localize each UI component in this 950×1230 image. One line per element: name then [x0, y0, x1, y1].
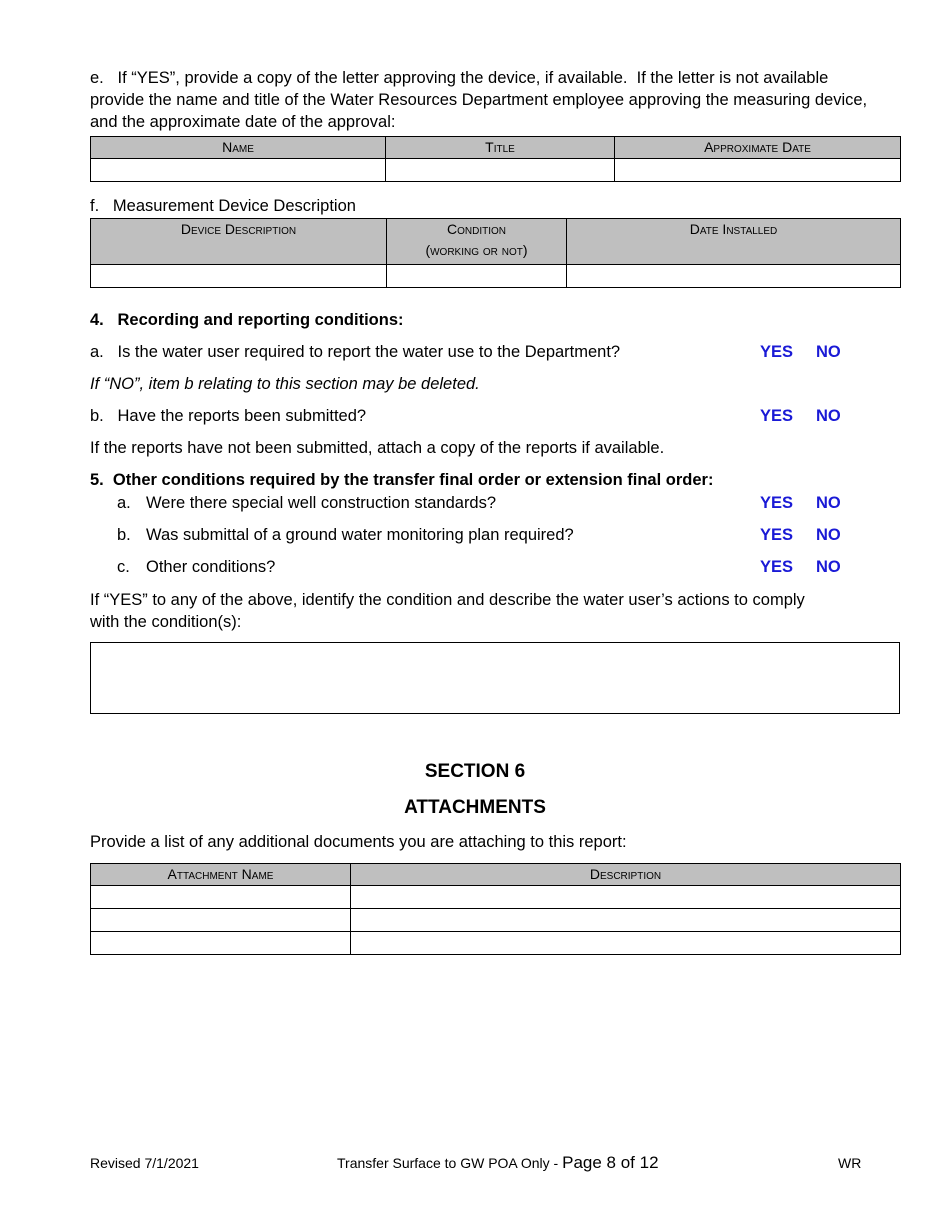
- device-description-header: Device Description: [91, 219, 387, 265]
- device-description-input-cell[interactable]: [91, 265, 387, 288]
- condition-header-line1: Condition: [447, 221, 506, 237]
- attachment-description-cell[interactable]: [351, 886, 901, 909]
- question-5c: Other conditions?: [146, 558, 276, 576]
- name-input-cell[interactable]: [91, 159, 386, 182]
- condition-header-line2: (working or not): [425, 242, 528, 258]
- question-5b-yes-option[interactable]: YES: [760, 526, 794, 544]
- question-5a: Were there special well construction standards?: [146, 494, 497, 512]
- footer-form-name: Transfer Surface to GW POA Only -: [337, 1155, 563, 1171]
- date-installed-input-cell[interactable]: [567, 265, 901, 288]
- attachment-name-header: Attachment Name: [91, 864, 351, 886]
- section-4-heading: 4. Recording and reporting conditions:: [90, 311, 404, 329]
- question-5b: Was submittal of a ground water monitoring plan required?: [146, 526, 574, 544]
- footer-code: WR: [838, 1155, 862, 1171]
- question-5a-yes-option[interactable]: YES: [760, 494, 794, 512]
- name-header: Name: [91, 137, 386, 159]
- attachments-intro: Provide a list of any additional documents you are attaching to this report:: [90, 833, 627, 851]
- section-5-heading: 5. Other conditions required by the transfer final order or extension final order:: [90, 471, 714, 489]
- attachment-name-cell[interactable]: [91, 932, 351, 955]
- attachment-name-cell[interactable]: [91, 886, 351, 909]
- question-4b-no-option[interactable]: NO: [816, 407, 841, 425]
- table-row: [91, 932, 901, 955]
- question-5c-letter: c.: [117, 558, 130, 576]
- question-4a: a. Is the water user required to report the water use to the Department?: [90, 343, 621, 361]
- approximate-date-input-cell[interactable]: [615, 159, 901, 182]
- attachments-table: [90, 863, 901, 955]
- section-6-title: SECTION 6: [424, 761, 526, 782]
- question-5b-letter: b.: [117, 526, 131, 544]
- conditions-instruction: If “YES” to any of the above, identify the condition and describe the water user’s actions to comply with the condition(s):: [90, 591, 805, 631]
- attachment-description-cell[interactable]: [351, 909, 901, 932]
- approximate-date-header: Approximate Date: [615, 137, 901, 159]
- attachments-title: ATTACHMENTS: [404, 797, 546, 818]
- condition-header: [387, 219, 567, 265]
- item-e-instructions: e. If “YES”, provide a copy of the letter approving the device, if available. If the letter is not available provide the name and title of the Water Resources Department employee approving the measuring device, and the approximate date of the approval:: [90, 69, 868, 131]
- condition-input-cell[interactable]: [387, 265, 567, 288]
- conditions-response-box[interactable]: [90, 642, 900, 714]
- table-row: [91, 886, 901, 909]
- question-4b: b. Have the reports been submitted?: [90, 407, 367, 425]
- question-5a-no-option[interactable]: NO: [816, 494, 841, 512]
- attachment-description-cell[interactable]: [351, 932, 901, 955]
- question-4a-yes-option[interactable]: YES: [760, 343, 794, 361]
- footer-revised: Revised 7/1/2021: [90, 1155, 199, 1171]
- table-row: [91, 909, 901, 932]
- title-header: Title: [386, 137, 615, 159]
- title-input-cell[interactable]: [386, 159, 615, 182]
- question-5a-letter: a.: [117, 494, 131, 512]
- footer-page-info: [337, 1153, 659, 1173]
- device-table: [90, 218, 901, 288]
- question-5b-no-option[interactable]: NO: [816, 526, 841, 544]
- footer-page-number: Page 8 of 12: [562, 1153, 659, 1172]
- question-4a-note: If “NO”, item b relating to this section may be deleted.: [90, 375, 480, 393]
- approval-table: [90, 136, 901, 182]
- item-f-label: f. Measurement Device Description: [90, 197, 356, 215]
- question-5c-no-option[interactable]: NO: [816, 558, 841, 576]
- reports-instruction: If the reports have not been submitted, attach a copy of the reports if available.: [90, 439, 665, 457]
- question-5c-yes-option[interactable]: YES: [760, 558, 794, 576]
- question-4b-yes-option[interactable]: YES: [760, 407, 794, 425]
- attachment-name-cell[interactable]: [91, 909, 351, 932]
- date-installed-header: Date Installed: [567, 219, 901, 265]
- description-header: Description: [351, 864, 901, 886]
- question-4a-no-option[interactable]: NO: [816, 343, 841, 361]
